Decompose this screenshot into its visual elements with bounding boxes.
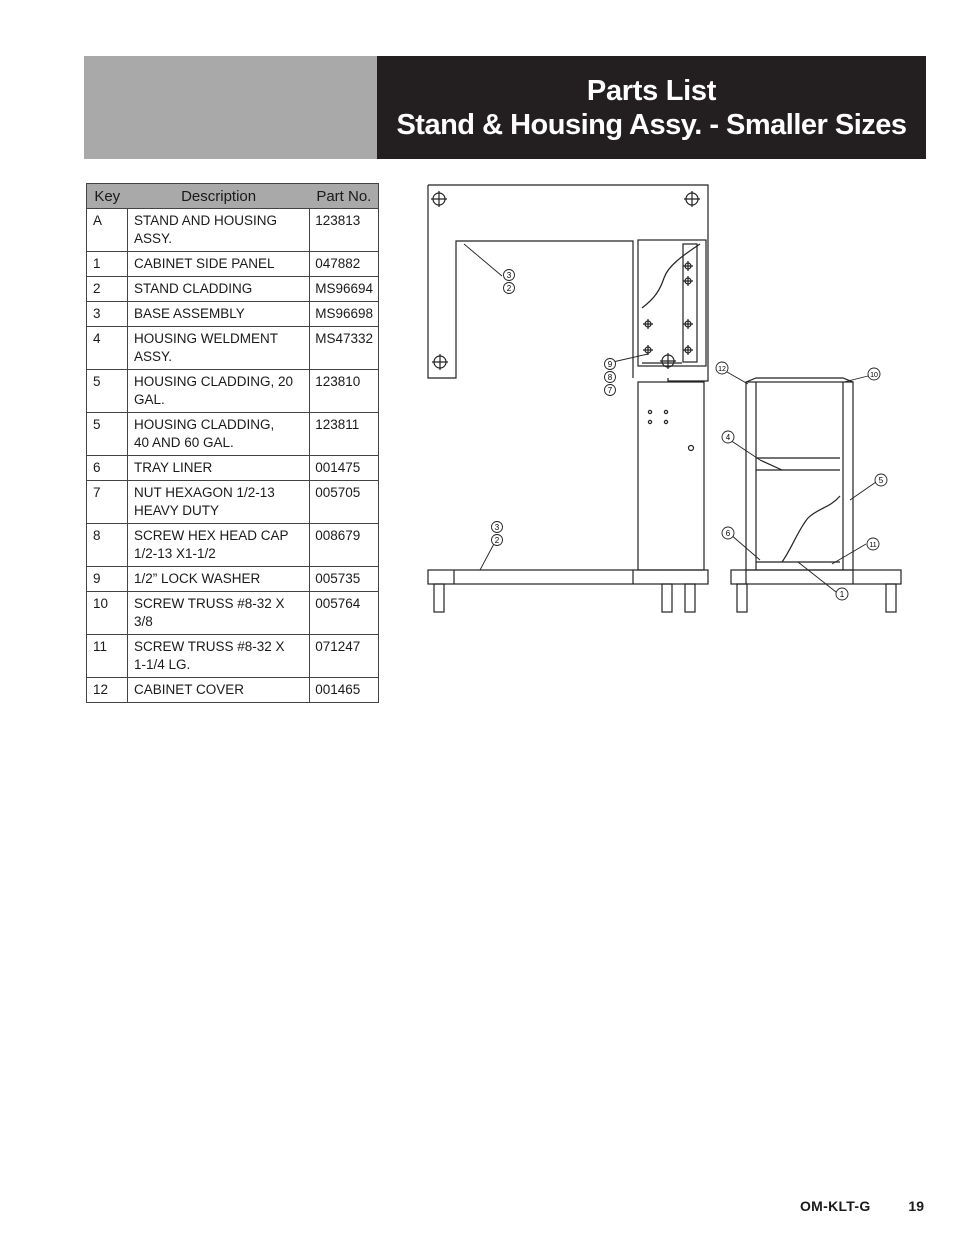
- description-line: HOUSING CLADDING,: [134, 417, 275, 432]
- parts-table: [86, 183, 379, 703]
- cabinet-front: [746, 382, 853, 570]
- table-row: [87, 209, 379, 252]
- description-line: 40 AND 60 GAL.: [134, 435, 234, 450]
- description-line: HEAVY DUTY: [134, 503, 220, 518]
- table-row: [87, 327, 379, 370]
- column-header-part-no: Part No.: [310, 184, 379, 209]
- svg-text:4: 4: [725, 433, 731, 442]
- housing-cutaway-line: [642, 244, 700, 308]
- cell-key: 3: [87, 302, 128, 327]
- cell-key: 11: [87, 635, 128, 678]
- description-line: CABINET COVER: [134, 682, 245, 697]
- parts-table-body: [87, 209, 379, 703]
- callouts: [492, 270, 888, 601]
- callout-5: [875, 474, 887, 486]
- cell-part-no: 071247: [310, 635, 379, 678]
- table-row: [87, 678, 379, 703]
- table-row: [87, 277, 379, 302]
- cell-part-no: MS96698: [310, 302, 379, 327]
- stand-column: [638, 382, 704, 570]
- cell-part-no: 123813: [310, 209, 379, 252]
- description-line: STAND CLADDING: [134, 281, 253, 296]
- callout-9: [605, 359, 616, 370]
- callout-6: [722, 527, 734, 539]
- cell-description: [128, 567, 310, 592]
- svg-text:10: 10: [870, 372, 878, 379]
- cell-key: 5: [87, 370, 128, 413]
- cell-description: [128, 413, 310, 456]
- table-row: [87, 481, 379, 524]
- callout-3b: [492, 522, 503, 533]
- description-line: HOUSING CLADDING, 20 GAL.: [134, 374, 294, 407]
- description-line: TRAY LINER: [134, 460, 213, 475]
- description-line: SCREW HEX HEAD CAP: [134, 528, 289, 543]
- cell-part-no: 005735: [310, 567, 379, 592]
- cell-key: 12: [87, 678, 128, 703]
- cell-description: [128, 678, 310, 703]
- cell-part-no: 001465: [310, 678, 379, 703]
- cell-description: [128, 209, 310, 252]
- table-row: [87, 524, 379, 567]
- svg-text:9: 9: [607, 360, 613, 369]
- stand-housing-diagram: [420, 178, 910, 618]
- cell-description: [128, 302, 310, 327]
- description-line: 1/2” LOCK WASHER: [134, 571, 261, 586]
- callout-12: [716, 362, 728, 374]
- document-code: OM-KLT-G: [799, 1198, 871, 1214]
- callout-1: [836, 588, 848, 600]
- description-line: SCREW TRUSS #8-32 X: [134, 639, 285, 654]
- cell-key: 8: [87, 524, 128, 567]
- cell-key: 10: [87, 592, 128, 635]
- cell-description: [128, 456, 310, 481]
- cell-description: [128, 592, 310, 635]
- column-header-key: Key: [87, 184, 128, 209]
- cell-description: [128, 370, 310, 413]
- cell-description: [128, 524, 310, 567]
- table-row: [87, 567, 379, 592]
- svg-text:2: 2: [494, 536, 500, 545]
- table-row: [87, 592, 379, 635]
- cabinet-base: [731, 570, 901, 584]
- cell-part-no: 005705: [310, 481, 379, 524]
- page-subtitle: Stand & Housing Assy. - Smaller Sizes: [396, 108, 907, 141]
- description-line: BASE ASSEMBLY: [134, 306, 245, 321]
- description-line: HOUSING WELDMENT ASSY.: [134, 331, 278, 364]
- callout-7: [605, 385, 616, 396]
- cell-key: 5: [87, 413, 128, 456]
- cell-key: 2: [87, 277, 128, 302]
- cell-key: 4: [87, 327, 128, 370]
- svg-text:3: 3: [494, 523, 500, 532]
- callout-2b: [492, 535, 503, 546]
- table-row: [87, 413, 379, 456]
- cell-key: 6: [87, 456, 128, 481]
- svg-text:2: 2: [506, 284, 512, 293]
- svg-text:3: 3: [506, 271, 512, 280]
- callout-8: [605, 372, 616, 383]
- cell-part-no: MS96694: [310, 277, 379, 302]
- cell-part-no: 001475: [310, 456, 379, 481]
- page-title: Parts List: [586, 74, 717, 107]
- cell-description: [128, 252, 310, 277]
- base-assembly: [428, 570, 708, 584]
- cell-part-no: 123810: [310, 370, 379, 413]
- callout-11: [867, 538, 879, 550]
- cell-key: 7: [87, 481, 128, 524]
- table-row: [87, 302, 379, 327]
- cell-part-no: 123811: [310, 413, 379, 456]
- callout-3a: [504, 270, 515, 281]
- description-line: 1/2-13 X1-1/2: [134, 546, 216, 561]
- cell-part-no: MS47332: [310, 327, 379, 370]
- column-header-description: Description: [128, 184, 310, 209]
- svg-text:6: 6: [725, 529, 731, 538]
- callout-10: [868, 368, 880, 380]
- description-line: NUT HEXAGON 1/2-13: [134, 485, 275, 500]
- cell-part-no: 008679: [310, 524, 379, 567]
- housing-inner-panel: [683, 244, 697, 362]
- description-line: SCREW TRUSS #8-32 X 3/8: [134, 596, 285, 629]
- description-line: CABINET SIDE PANEL: [134, 256, 275, 271]
- svg-text:8: 8: [607, 373, 613, 382]
- cell-description: [128, 277, 310, 302]
- callout-2a: [504, 283, 515, 294]
- svg-text:7: 7: [607, 386, 613, 395]
- svg-text:11: 11: [869, 542, 877, 549]
- table-row: [87, 370, 379, 413]
- description-line: STAND AND HOUSING ASSY.: [134, 213, 278, 246]
- table-row: [87, 252, 379, 277]
- description-line: 1-1/4 LG.: [134, 657, 191, 672]
- page-title-block: [377, 56, 926, 159]
- page-footer: [800, 1198, 924, 1214]
- page-number: 19: [908, 1198, 924, 1214]
- leader-lines: [464, 244, 876, 592]
- callout-4: [722, 431, 734, 443]
- svg-text:5: 5: [878, 476, 884, 485]
- svg-text:1: 1: [839, 590, 845, 599]
- cell-key: 1: [87, 252, 128, 277]
- cell-part-no: 005764: [310, 592, 379, 635]
- cabinet-cutaway-line: [782, 496, 840, 562]
- table-header-row: [87, 184, 379, 209]
- cell-description: [128, 481, 310, 524]
- header-gray-block: [84, 56, 377, 159]
- cell-description: [128, 327, 310, 370]
- mount-hole-icons: [431, 191, 700, 370]
- cell-key: 9: [87, 567, 128, 592]
- table-row: [87, 456, 379, 481]
- back-panel-outline: [428, 185, 708, 381]
- cell-key: A: [87, 209, 128, 252]
- cell-description: [128, 635, 310, 678]
- cell-part-no: 047882: [310, 252, 379, 277]
- table-row: [87, 635, 379, 678]
- svg-text:12: 12: [718, 366, 726, 373]
